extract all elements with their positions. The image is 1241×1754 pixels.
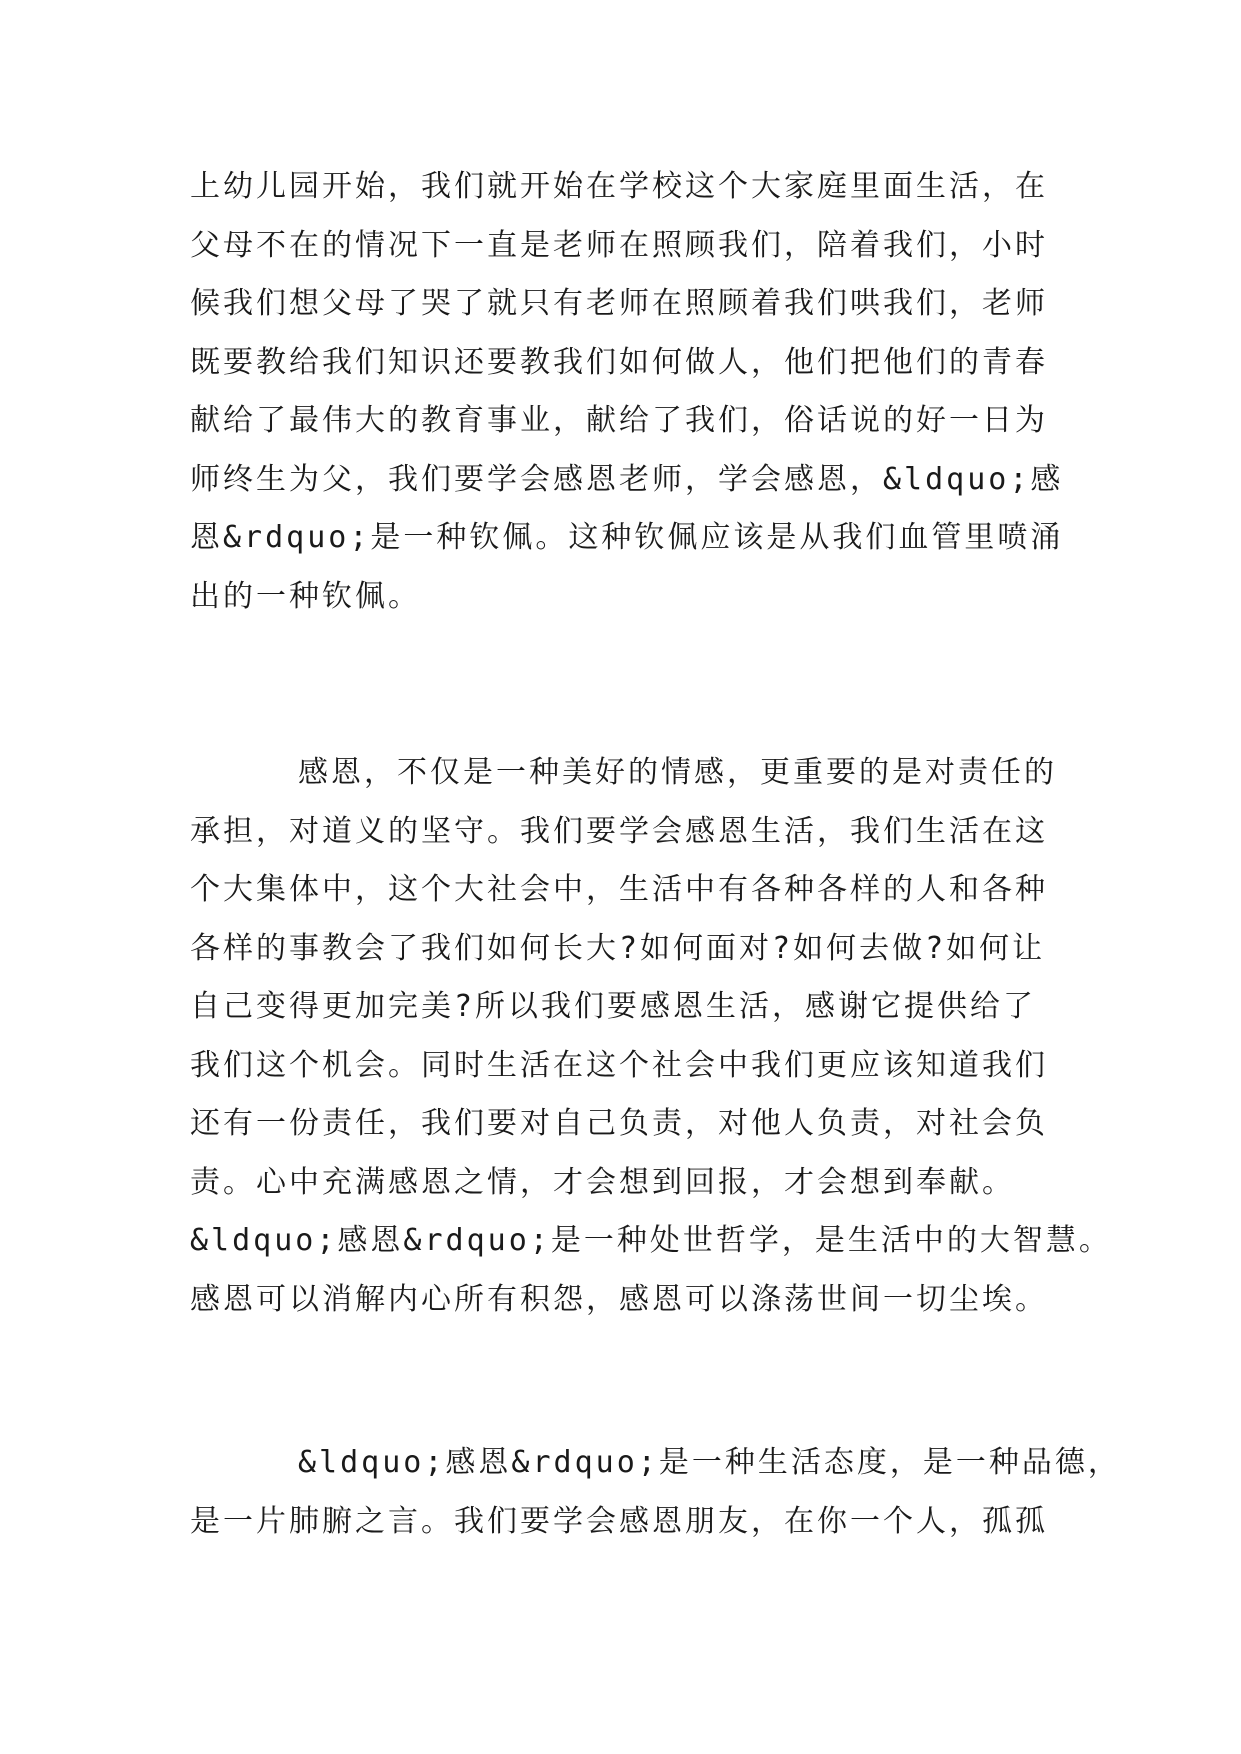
text-line: 候我们想父母了哭了就只有老师在照顾着我们哄我们，老师	[190, 286, 1048, 321]
text-line: 感恩可以消解内心所有积怨，感恩可以涤荡世间一切尘埃。	[190, 1281, 1048, 1317]
text-line: &ldquo;感恩&rdquo;是一种处世哲学，是生活中的大智慧。	[190, 1223, 1112, 1258]
text-line: 上幼儿园开始，我们就开始在学校这个大家庭里面生活，在	[190, 169, 1048, 204]
text-line: 还有一份责任，我们要对自己负责，对他人负责，对社会负	[190, 1106, 1048, 1141]
text-line-indented: &ldquo;感恩&rdquo;是一种生活态度，是一种品德，	[298, 1445, 1121, 1480]
paragraph-2	[190, 744, 1112, 1329]
text-line: 我们这个机会。同时生活在这个社会中我们更应该知道我们	[190, 1047, 1048, 1083]
paragraph-1	[190, 158, 1070, 626]
text-line: 恩&rdquo;是一种钦佩。这种钦佩应该是从我们血管里喷涌	[190, 520, 1064, 555]
text-line: 献给了最伟大的教育事业，献给了我们，俗话说的好一日为	[190, 403, 1048, 438]
text-line: 出的一种钦佩。	[190, 578, 421, 614]
text-line: 责。心中充满感恩之情，才会想到回报，才会想到奉献。	[190, 1164, 1015, 1200]
text-line: 承担，对道义的坚守。我们要学会感恩生活，我们生活在这	[190, 813, 1048, 849]
text-line: 个大集体中，这个大社会中，生活中有各种各样的人和各种	[190, 872, 1048, 907]
text-line: 师终生为父，我们要学会感恩老师，学会感恩，&ldquo;感	[190, 461, 1064, 497]
text-line: 各样的事教会了我们如何长大?如何面对?如何去做?如何让	[190, 930, 1046, 966]
text-line-indented: 感恩，不仅是一种美好的情感，更重要的是对责任的	[298, 755, 1057, 790]
text-line: 自己变得更加完美?所以我们要感恩生活，感谢它提供给了	[190, 989, 1037, 1024]
paragraph-3	[190, 1434, 1121, 1551]
text-line: 既要教给我们知识还要教我们如何做人，他们把他们的青春	[190, 344, 1048, 380]
text-line: 是一片肺腑之言。我们要学会感恩朋友，在你一个人，孤孤	[190, 1503, 1048, 1539]
text-line: 父母不在的情况下一直是老师在照顾我们，陪着我们，小时	[190, 227, 1048, 263]
